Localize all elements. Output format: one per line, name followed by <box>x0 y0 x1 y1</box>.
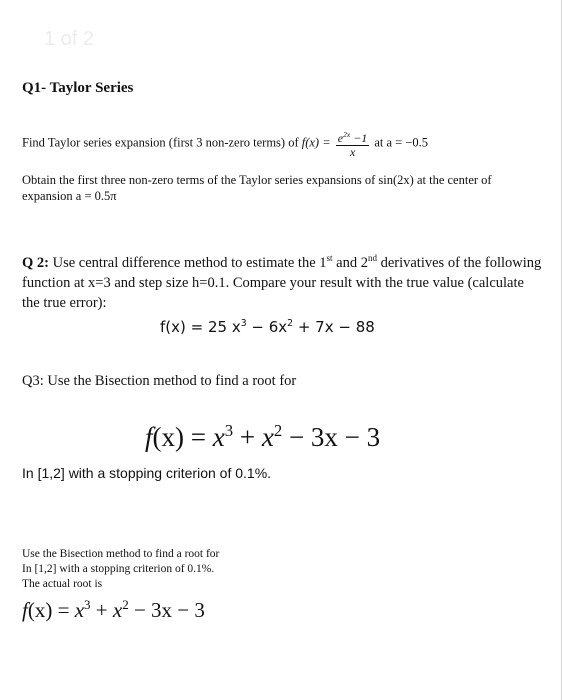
bisection-note-block <box>22 547 272 592</box>
q2-equation <box>160 318 375 336</box>
bisection-note-line1: Use the Bisection method to find a root for <box>22 548 220 560</box>
bisection-note-line2: In [1,2] with a stopping criterion of 0.1%. <box>22 563 215 575</box>
q2-eq-lhs: f(x) = 25 x <box>160 318 241 336</box>
q1-line1-prefix: Find Taylor series expansion (first 3 non-zero terms) of <box>22 135 302 150</box>
q2-question <box>22 248 542 313</box>
bisection-note-equation <box>22 597 205 623</box>
q1-title: Q1- Taylor Series <box>22 80 134 96</box>
note-eq-plus: + <box>90 598 113 622</box>
q3-eq-sup2: 2 <box>273 421 283 440</box>
note-eq-x2: x <box>112 598 123 622</box>
q3-eq-sup1: 3 <box>224 421 234 440</box>
q2-text-a: Use central difference method to estimate the 1 <box>48 254 327 271</box>
q3-eq-x1: x <box>212 422 225 452</box>
q2-sup-st: st <box>326 253 333 263</box>
note-eq-paren: (x) = <box>27 598 75 622</box>
q2-eq-mid: − 6x <box>246 318 288 336</box>
q2-eq-tail: + 7x − 88 <box>293 318 375 336</box>
q2-text-c: derivatives of the following function at x=3 and step size h=0.1. Compare your result with the true value (calculate the true error): <box>22 254 542 311</box>
q1-sin-question: Obtain the first three non-zero terms of the Taylor series expansions of sin(2x) at the center of expansion a = 0.5π <box>22 173 492 203</box>
q3-interval-note: In [1,2] with a stopping criterion of 0.1%. <box>22 465 272 481</box>
q3-eq-plus: + <box>233 422 262 452</box>
q3-eq-tail: − 3x − 3 <box>282 422 381 452</box>
q2-text-b: and 2 <box>332 254 368 271</box>
q3-question: Q3: Use the Bisection method to find a root for <box>22 373 297 389</box>
q1-fx-lhs: f(x) = <box>301 135 331 150</box>
note-eq-sup1: 3 <box>84 597 91 612</box>
q1-num-tail: −1 <box>350 131 368 145</box>
note-eq-tail: − 3x − 3 <box>128 598 205 622</box>
q3-eq-x2: x <box>261 422 274 452</box>
note-eq-x1: x <box>74 598 85 622</box>
q1-num-base: e <box>337 131 344 145</box>
note-eq-sup2: 2 <box>122 597 129 612</box>
q2-sup-nd: nd <box>367 253 377 263</box>
q3-eq-paren: (x) = <box>152 422 213 452</box>
q3-eq-f: f <box>145 422 153 452</box>
q1-fraction-numerator <box>336 128 369 146</box>
q1-fraction-denominator: x <box>349 145 356 159</box>
q1-line1-suffix: at a = −0.5 <box>374 135 429 150</box>
q2-eq-sup1: 3 <box>240 318 247 329</box>
q1-fraction <box>336 128 369 159</box>
q2-label: Q 2: <box>22 254 49 271</box>
q1-num-exp: 2x <box>343 130 351 139</box>
bisection-note-line3: The actual root is <box>22 578 103 590</box>
page-watermark: 1 of 2 <box>44 28 95 50</box>
q1-taylor-question <box>22 128 428 159</box>
q3-equation <box>145 421 380 453</box>
note-eq-f: f <box>22 598 28 622</box>
q2-eq-sup2: 2 <box>287 318 294 329</box>
